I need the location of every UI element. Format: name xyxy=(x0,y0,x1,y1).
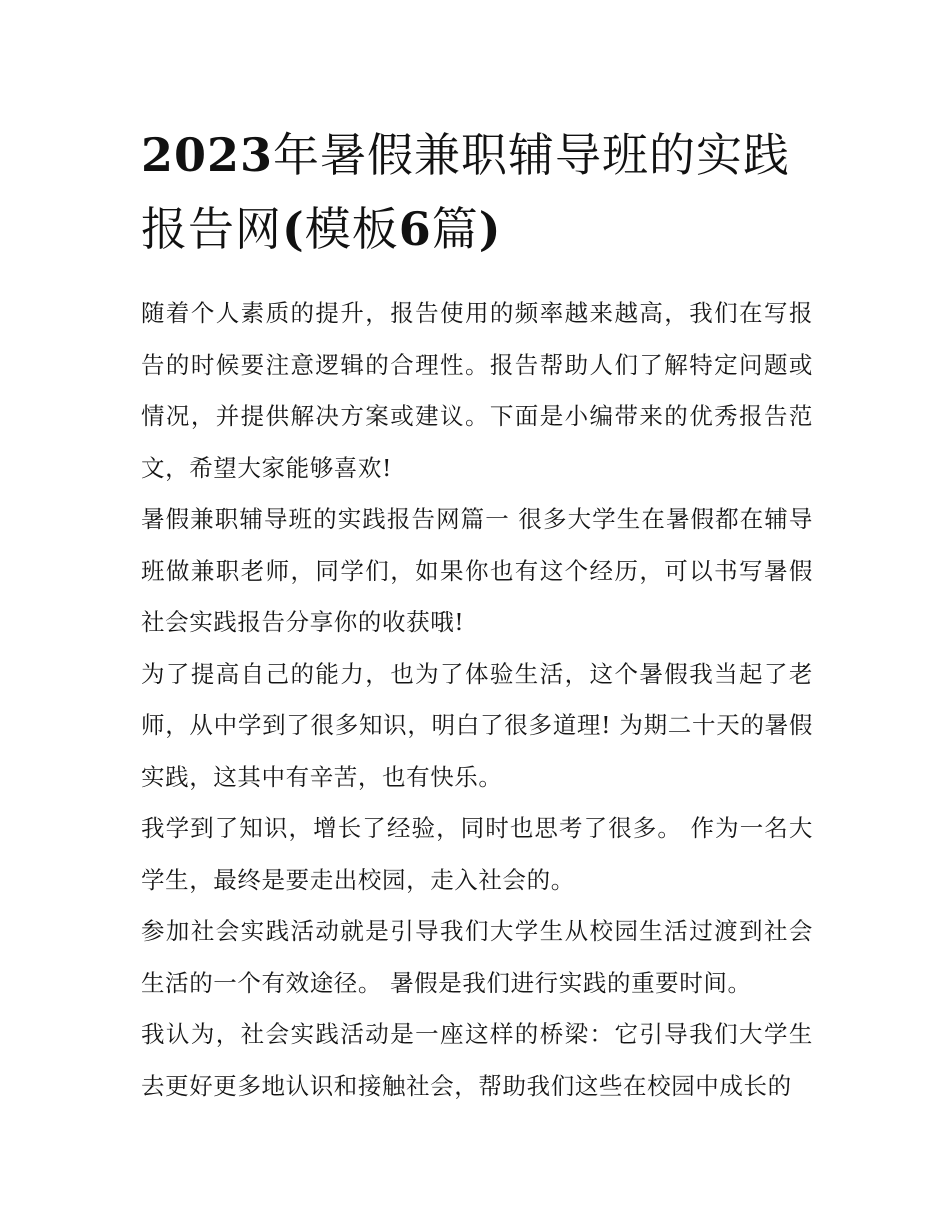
paragraph-learning: 我学到了知识，增长了经验，同时也思考了很多。 作为一名大学生，最终是要走出校园，走入社会的。 xyxy=(141,814,813,894)
paragraph-article-one-intro: 暑假兼职辅导班的实践报告网篇一 很多大学生在暑假都在辅导班做兼职老师，同学们，如果你也有这个经历，可以书写暑假社会实践报告分享你的收获哦! xyxy=(141,505,813,636)
paragraph-bridge: 我认为，社会实践活动是一座这样的桥梁：它引导我们大学生去更好更多地认识和接触社会，帮助我们这些在校园中成长的 xyxy=(141,1020,813,1100)
document-body xyxy=(141,288,813,1112)
document-title: 2023年暑假兼职辅导班的实践报告网(模板6篇) xyxy=(141,128,791,256)
document-content xyxy=(141,118,813,1112)
paragraph-purpose: 为了提高自己的能力，也为了体验生活，这个暑假我当起了老师，从中学到了很多知识，明白了很多道理! 为期二十天的暑假实践，这其中有辛苦，也有快乐。 xyxy=(141,659,813,791)
paragraph-practice-path: 参加社会实践活动就是引导我们大学生从校园生活过渡到社会生活的一个有效途径。 暑假是我们进行实践的重要时间。 xyxy=(141,917,813,997)
paragraph-intro: 随着个人素质的提升，报告使用的频率越来越高，我们在写报告的时候要注意逻辑的合理性。报告帮助人们了解特定问题或情况，并提供解决方案或建议。下面是小编带来的优秀报告范文，希望大家能够喜欢! xyxy=(141,299,813,482)
